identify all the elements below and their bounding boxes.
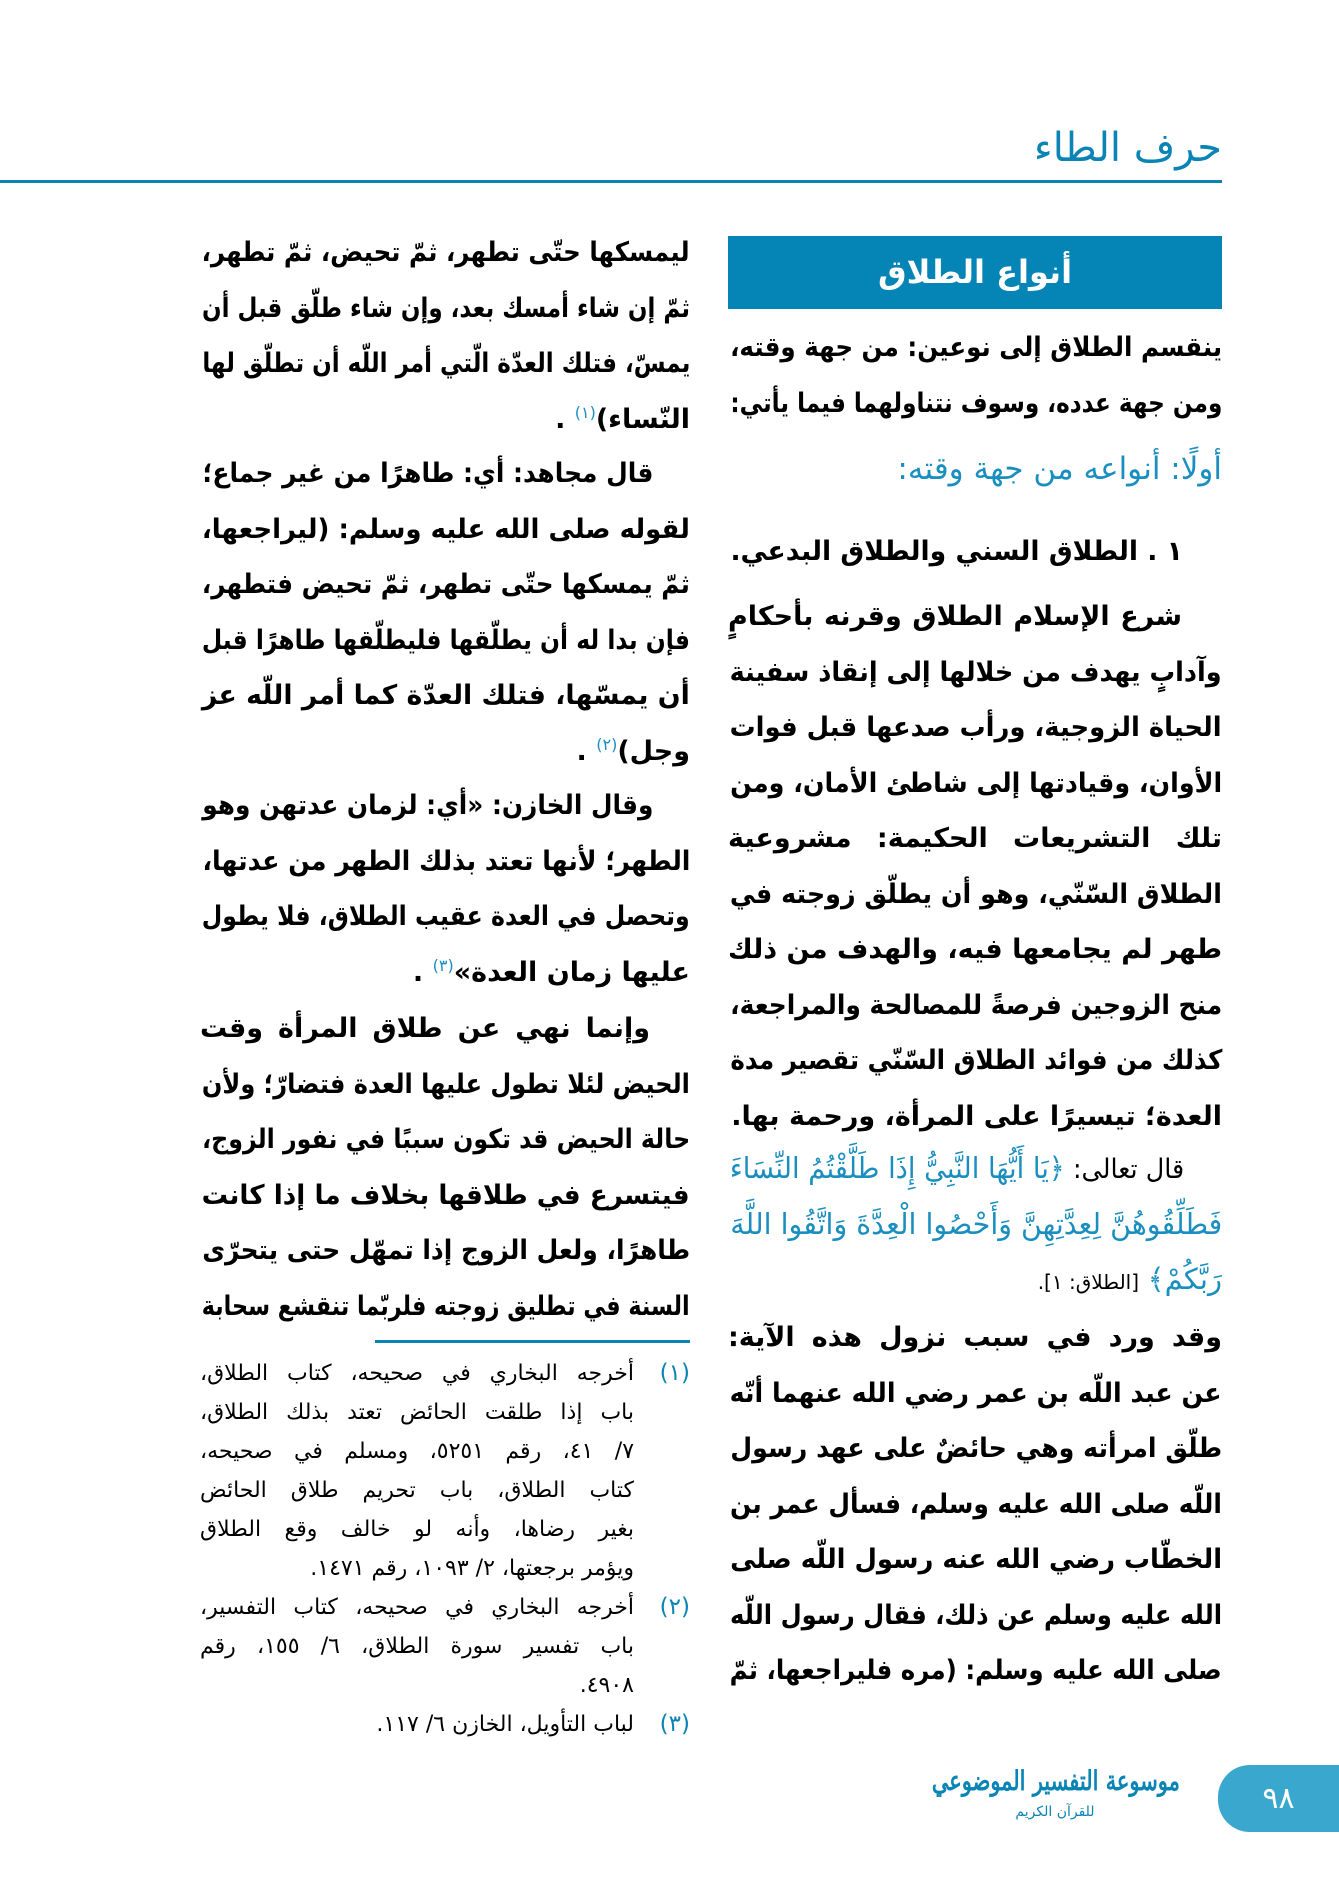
line-text: الطهر؛ لأنها تعتد بذلك الطهر من عدتها، [202, 845, 690, 877]
line-text: تلك التشريعات الحكيمة: مشروعية [728, 823, 1222, 854]
line-text: الأوان، وقيادتها إلى شاطئ الأمان، ومن [730, 767, 1222, 799]
footnote [200, 1705, 690, 1744]
line-text: وإنما نهي عن طلاق المرأة وقت [200, 1013, 650, 1044]
footnote-line: باب تفسير سورة الطلاق، ٦/ ١٥٥، رقم [200, 1634, 635, 1659]
footnote-rule [375, 1340, 690, 1343]
line-text: ليمسكها حتّى تطهر، ثمّ تحيض، ثمّ تطهر، [202, 237, 690, 268]
text-line: عليها زمان العدة»$^{(٣)}$ . [412, 955, 690, 988]
line-text: شرع الإسلام الطلاق وقرنه بأحكامٍ [728, 601, 1182, 632]
line-text: قال مجاهد: أي: طاهرًا من غير جماع؛ [202, 458, 654, 489]
line-text: عليها زمان العدة» [453, 956, 690, 988]
text-line [730, 867, 1222, 923]
text-line [202, 225, 690, 281]
footnote-number: (٣) [659, 1711, 690, 1737]
subheading [728, 442, 1222, 498]
publication-logo [930, 1762, 1180, 1822]
text-line [202, 336, 690, 392]
footnote-line: ٧/ ٤١، رقم ٥٢٥١، ومسلم في صحيحه، [200, 1439, 635, 1464]
right-column [728, 0, 1222, 1750]
footnote-line: لباب التأويل، الخازن ٦/ ١١٧. [376, 1712, 634, 1737]
text-line [730, 1033, 1222, 1089]
text-line [202, 668, 690, 724]
item-heading-text: ١ . الطلاق السني والطلاق البدعي. [730, 536, 1183, 567]
line-text: فإن بدا له أن يطلّقها فليطلّقها طاهرًا قبل [202, 624, 690, 656]
line-text: ينقسم الطلاق إلى نوعين: من جهة وقته، [730, 332, 1222, 363]
quran-line: فَطَلِّقُوهُنَّ لِعِدَّتِهِنَّ وَأَحْصُوا الْعِدَّةَ وَاتَّقُوا اللَّهَ [730, 1206, 1222, 1241]
text-line [202, 557, 690, 613]
text-line [202, 1168, 690, 1224]
text-line [730, 1366, 1222, 1422]
quran-intro: قال تعالى: [1073, 1154, 1185, 1185]
text-line [730, 978, 1222, 1034]
text-line [202, 778, 690, 834]
line-text: أن يمسّها، فتلك العدّة كما أمر اللّه عز [202, 680, 690, 711]
text-line [730, 320, 1222, 376]
text-line [730, 1532, 1222, 1588]
line-text: حالة الحيض قد تكون سببًا في نفور الزوج، [202, 1124, 690, 1155]
mujahid-paragraph [200, 446, 690, 779]
line-text: الطلاق السّنّي، وهو أن يطلّق زوجته في [730, 878, 1222, 910]
text-line: النّساء)$^{(١)}$ . [555, 402, 690, 435]
text-line [730, 1588, 1222, 1644]
footnote-number: (١) [659, 1360, 690, 1386]
footnotes [200, 1354, 690, 1744]
footnote-line: ويؤمر برجعتها، ٢/ ١٠٩٣، رقم ١٤٧١. [310, 1556, 634, 1581]
section-title-box: أنواع الطلاق [728, 236, 1222, 309]
text-line [730, 756, 1222, 812]
text-line [728, 922, 1222, 978]
line-text: وقد ورد في سبب نزول هذه الآية: [728, 1322, 1222, 1353]
chapter-title: حرف الطاء [1033, 125, 1222, 171]
footnote-line: بغير رضاها، وأنه لو خالف وقع الطلاق [200, 1517, 634, 1542]
text-line [202, 502, 690, 558]
text-line [730, 1643, 1222, 1699]
line-text: السنة في تطليق زوجته فلربّما تنقشع سحابة [202, 1290, 690, 1322]
footnote-line: ٤٩٠٨. [579, 1673, 634, 1698]
text-line [728, 811, 1222, 867]
line-text: منح الزوجين فرصةً للمصالحة والمراجعة، [730, 989, 1222, 1021]
text-line [202, 1112, 690, 1168]
line-text: طاهرًا، ولعل الزوج إذا تمهّل حتى يتحرّى [202, 1235, 690, 1266]
reason-paragraph [200, 1001, 690, 1334]
left-column [200, 0, 690, 1340]
text-line [728, 1089, 1222, 1145]
quran-line [730, 1141, 1222, 1197]
subheading-text: أولًا: أنواعه من جهة وقته: [897, 451, 1222, 487]
text-line [202, 1223, 690, 1279]
hadith-paragraph [728, 1310, 1222, 1699]
line-text: العدة؛ تيسيرًا على المرأة، ورحمة بها. [731, 1100, 1222, 1132]
quran-line [728, 1252, 1222, 1308]
line-text: صلى الله عليه وسلم: (مره فليراجعها، ثمّ [730, 1655, 1222, 1686]
line-text: وقال الخازن: «أي: لزمان عدتهن وهو [202, 790, 654, 821]
footnote-line: كتاب الطلاق، باب تحريم طلاق الحائض [200, 1478, 634, 1503]
text-line [202, 446, 690, 502]
text-line [730, 376, 1222, 432]
line-text: النّساء) [595, 403, 690, 435]
line-text: وتحصل في العدة عقيب الطلاق، فلا يطول [202, 901, 690, 932]
line-text: وجل) [617, 735, 690, 767]
line-text: طهر لم يجامعها فيه، والهدف من ذلك [728, 934, 1222, 965]
text-line [730, 1421, 1222, 1477]
text-line [202, 613, 690, 669]
khazin-paragraph [200, 778, 690, 1000]
line-text: الله عليه وسلم عن ذلك، فقال رسول اللّه [730, 1599, 1222, 1631]
quran-verse [728, 1141, 1222, 1308]
text-line [202, 834, 690, 890]
page-number: ٩٨ [1218, 1765, 1339, 1832]
line-text: ثمّ يمسكها حتّى تطهر، ثمّ تحيض فتطهر، [202, 569, 690, 600]
text-line [728, 589, 1222, 645]
footnote-ref[interactable]: (٢) [596, 734, 618, 754]
line-text: الحياة الزوجية، ورأب صدعها قبل فوات [730, 712, 1222, 743]
text-line [728, 1310, 1222, 1366]
intro-paragraph [728, 320, 1222, 431]
footnote [200, 1588, 690, 1705]
logo-main-text: موسوعة التفسير الموضوعي [932, 1766, 1180, 1797]
logo-sub-text: للقرآن الكريم [1015, 1804, 1095, 1820]
line-text: الخطّاب رضي الله عنه رسول اللّه صلى [730, 1544, 1222, 1575]
footnote-ref[interactable]: (٣) [432, 955, 454, 975]
item-heading [728, 524, 1222, 580]
text-line: وجل)$^{(٢)}$ . [576, 734, 690, 767]
footnote-ref[interactable]: (١) [574, 402, 596, 422]
line-text: طلّق امرأته وهي حائضٌ على عهد رسول [730, 1433, 1222, 1464]
hadith-continuation [200, 225, 690, 447]
footnote-line: أخرجه البخاري في صحيحه، كتاب التفسير، [200, 1595, 634, 1620]
line-text: الحيض لئلا تطول عليها العدة فتضارّ؛ ولأن [202, 1068, 690, 1100]
quran-text: ﴿يَا أَيُّهَا النَّبِيُّ إِذَا طَلَّقْتُمُ النِّسَاءَ [730, 1151, 1065, 1185]
line-text: عن عبد اللّه بن عمر رضي الله عنهما أنّه [730, 1377, 1222, 1409]
line-text: اللّه صلى الله عليه وسلم، فسأل عمر بن [730, 1488, 1222, 1520]
text-line [202, 1057, 690, 1113]
quran-text: رَبَّكُمْ﴾ [1147, 1262, 1222, 1296]
line-text: يمسّ، فتلك العدّة الّتي أمر اللّه أن تطلّق لها [202, 348, 690, 379]
line-text: ومن جهة عدده، وسوف نتناولهما فيما يأتي: [730, 387, 1222, 419]
footnote [200, 1354, 690, 1588]
line-text: لقوله صلى الله عليه وسلم: (ليراجعها، [202, 513, 690, 545]
footnote-line: باب إذا طلقت الحائض تعتد بذلك الطلاق، [200, 1400, 634, 1425]
text-line [202, 889, 690, 945]
quran-citation: [الطلاق: ١]. [1037, 1270, 1140, 1294]
text-line [200, 1001, 690, 1057]
line-text: كذلك من فوائد الطلاق السّنّي تقصير مدة [730, 1045, 1222, 1076]
body-paragraph [728, 589, 1222, 1144]
text-line [730, 700, 1222, 756]
text-line [730, 1477, 1222, 1533]
text-line [202, 1279, 690, 1335]
text-line [730, 645, 1222, 701]
footnote-number: (٢) [659, 1594, 690, 1620]
line-text: ثمّ إن شاء أمسك بعد، وإن شاء طلّق قبل أن [202, 292, 690, 324]
line-text: وآدابٍ يهدف من خلالها إلى إنقاذ سفينة [730, 656, 1222, 688]
text-line [202, 281, 690, 337]
line-text: فيتسرع في طلاقها بخلاف ما إذا كانت [202, 1179, 690, 1211]
footnote-line: أخرجه البخاري في صحيحه، كتاب الطلاق، [200, 1361, 634, 1386]
